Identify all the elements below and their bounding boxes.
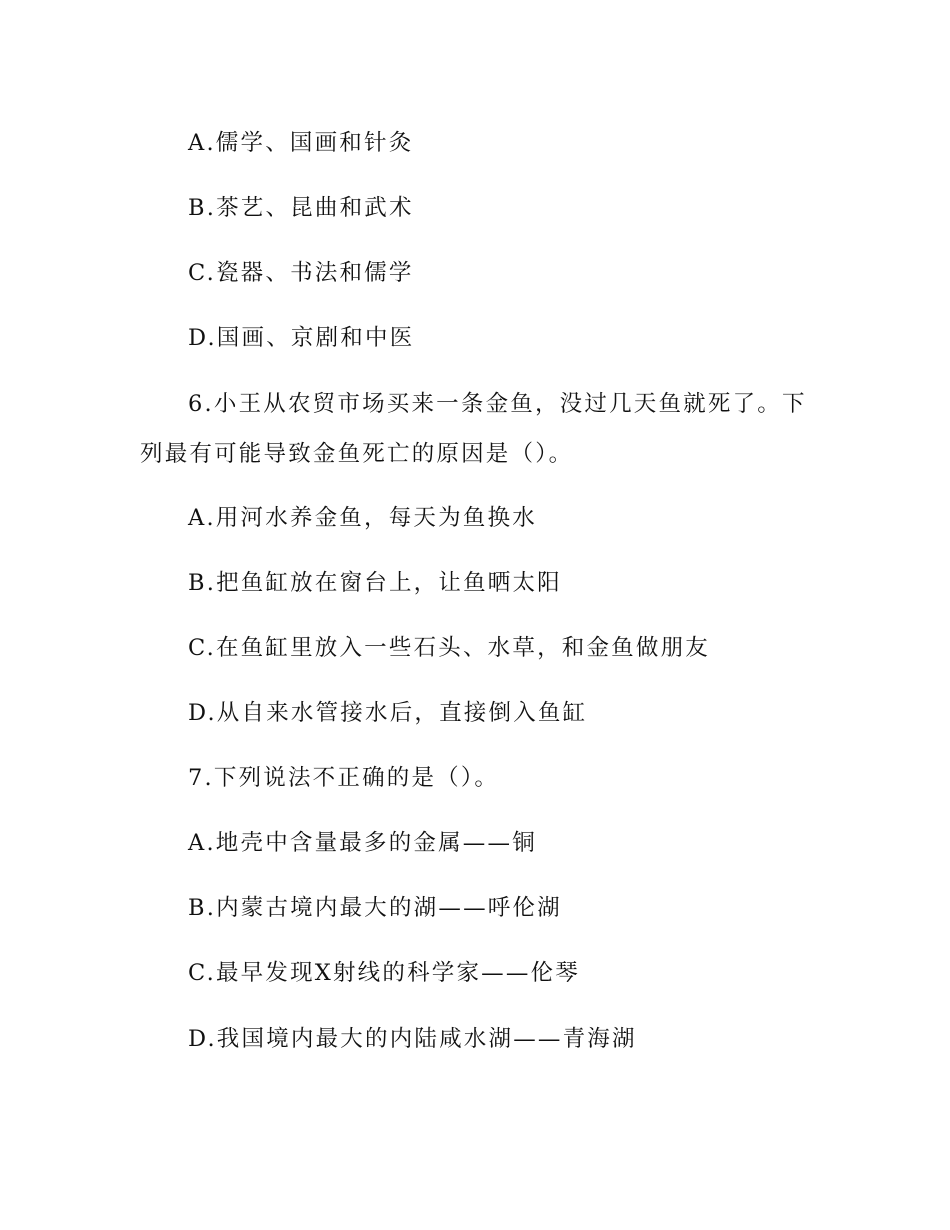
- q6-stem-line2: 列最有可能导致金鱼死亡的原因是（）。: [140, 441, 574, 467]
- q6-option-c: C.在鱼缸里放入一些石头、水草，和金鱼做朋友: [188, 635, 710, 661]
- q7-option-b: B.内蒙古境内最大的湖——呼伦湖: [188, 895, 562, 921]
- q6-option-b: B.把鱼缸放在窗台上，让鱼晒太阳: [188, 570, 562, 596]
- q7-stem: 7.下列说法不正确的是（）。: [188, 765, 500, 791]
- q7-option-a: A.地壳中含量最多的金属——铜: [188, 830, 537, 856]
- q6-option-d: D.从自来水管接水后，直接倒入鱼缸: [188, 700, 588, 726]
- q5-option-d: D.国画、京剧和中医: [188, 325, 415, 351]
- q5-option-b: B.茶艺、昆曲和武术: [188, 195, 414, 221]
- q6-option-a: A.用河水养金鱼，每天为鱼换水: [188, 505, 537, 531]
- q5-option-a: A.儒学、国画和针灸: [188, 130, 414, 156]
- q5-option-c: C.瓷器、书法和儒学: [188, 260, 414, 286]
- q7-option-c: C.最早发现X射线的科学家——伦琴: [188, 960, 580, 986]
- q7-option-d: D.我国境内最大的内陆咸水湖——青海湖: [188, 1026, 637, 1052]
- q6-stem-line1: 6.小王从农贸市场买来一条金鱼，没过几天鱼就死了。下: [188, 391, 807, 417]
